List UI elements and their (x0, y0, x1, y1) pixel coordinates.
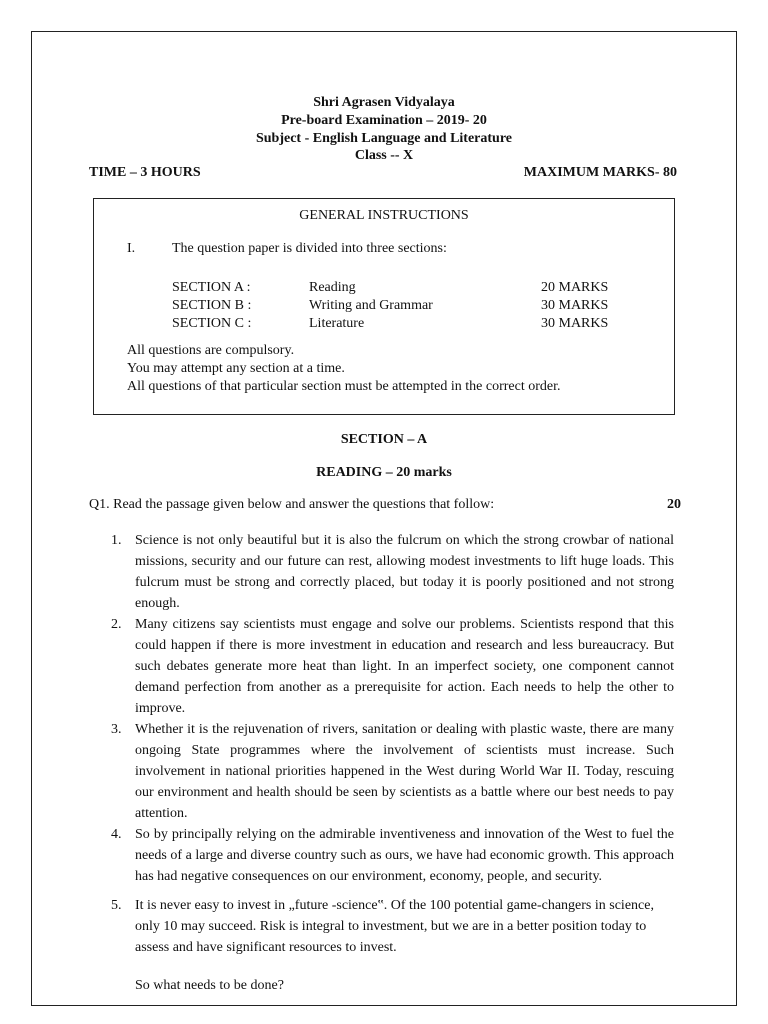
passage-paragraph (111, 530, 674, 614)
section-marks: 20 MARKS (541, 280, 609, 295)
section-subtitle: READING – 20 marks (316, 465, 452, 480)
closing-question: So what needs to be done? (135, 978, 284, 993)
question-text: Q1. Read the passage given below and answer the questions that follow: (89, 497, 495, 512)
school-name: Shri Agrasen Vidyalaya (313, 95, 455, 110)
reading-passage (111, 530, 674, 958)
instruction-number: I. (127, 241, 136, 256)
passage-paragraph (111, 719, 674, 824)
maximum-marks: MAXIMUM MARKS- 80 (523, 165, 677, 180)
section-name: SECTION C : (172, 316, 252, 331)
instruction-text: The question paper is divided into three sections: (172, 241, 447, 256)
exam-time: TIME – 3 HOURS (89, 165, 201, 180)
passage-paragraph (111, 824, 674, 887)
paragraph-number: 4. (111, 827, 122, 842)
subject-line: Subject - English Language and Literature (255, 131, 513, 146)
section-marks: 30 MARKS (541, 298, 609, 313)
section-row (172, 297, 642, 315)
section-row (172, 279, 642, 297)
paragraph-text: So by principally relying on the admirable inventiveness and innovation of the West to fuel the needs of a large and diverse country such as ours, we have had economic growth. This approach has had negative consequences on our environment, economy, people, and security. (135, 827, 674, 884)
paragraph-number: 2. (111, 617, 122, 632)
instruction-note: All questions are compulsory. (127, 343, 295, 358)
instructions-title: GENERAL INSTRUCTIONS (299, 208, 469, 223)
paragraph-text: Whether it is the rejuvenation of rivers, sanitation or dealing with plastic waste, there are many ongoing State programmes where the involvement of scientists must increase. Such involvement in national priorities happened in the West during World War II. Today, rescuing our environment and health should be seen by scientists as a battle where our best needs to pay attention. (135, 722, 674, 821)
paragraph-number: 5. (111, 898, 122, 913)
sections-table (172, 279, 642, 333)
section-name: SECTION B : (172, 298, 252, 313)
section-row (172, 315, 642, 333)
section-name: SECTION A : (172, 280, 251, 295)
section-title: SECTION – A (340, 432, 428, 447)
section-topic: Writing and Grammar (309, 298, 433, 313)
instruction-note: All questions of that particular section must be attempted in the correct order. (127, 379, 561, 394)
section-marks: 30 MARKS (541, 316, 609, 331)
question-marks: 20 (667, 497, 681, 512)
paragraph-number: 3. (111, 722, 122, 737)
paragraph-text: It is never easy to invest in „future -science‟. Of the 100 potential game-changers in science, only 10 may succeed. Risk is integral to investment, but we are in a better position today to assess and have significant resources to invest. (135, 898, 654, 955)
general-instructions-box (93, 198, 675, 415)
section-topic: Literature (309, 316, 365, 331)
paragraph-text: Many citizens say scientists must engage and solve our problems. Scientists respond that this could happen if there is more investment in education and research and less bureaucracy. But such debates generate more heat than light. In an imperfect society, one component cannot demand perfection from another as a prerequisite for action. Each needs to help the other to improve. (135, 617, 674, 716)
class-line: Class -- X (354, 148, 414, 163)
paragraph-number: 1. (111, 533, 122, 548)
passage-paragraph (111, 895, 674, 958)
exam-title: Pre-board Examination – 2019- 20 (281, 113, 487, 128)
instruction-notes (127, 342, 560, 396)
section-topic: Reading (309, 280, 356, 295)
paragraph-text: Science is not only beautiful but it is also the fulcrum on which the strong crowbar of national missions, security and our future can rest, allowing modest investments to lift huge loads. This fulcrum must be strong and correctly placed, but today it is poorly positioned and not strong enough. (135, 533, 674, 611)
instruction-note: You may attempt any section at a time. (127, 361, 345, 376)
passage-paragraph (111, 614, 674, 719)
